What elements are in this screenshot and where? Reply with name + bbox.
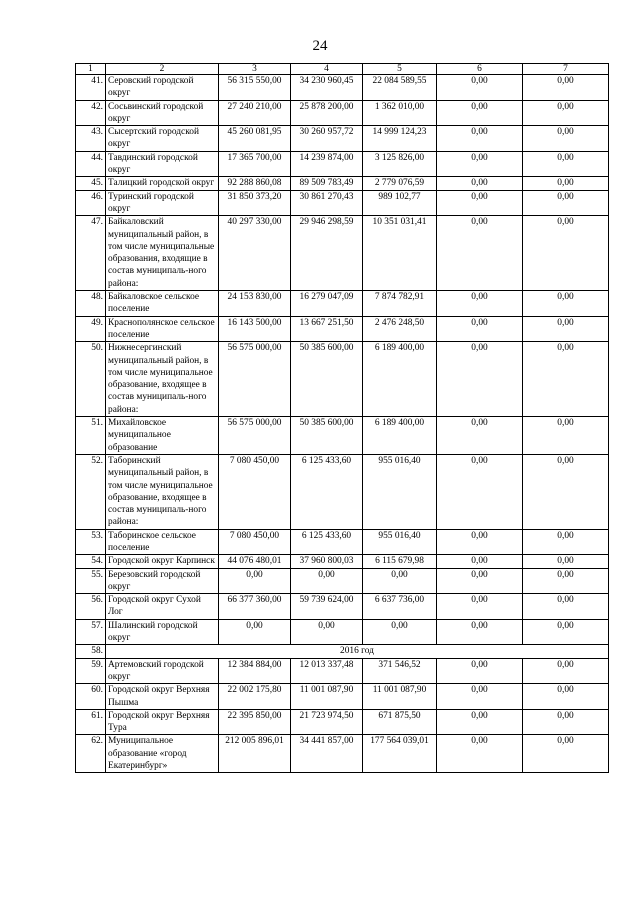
value-cell-col5: 371 546,52 [363,658,437,684]
table-row [76,594,609,620]
value-cell-col3: 12 384 884,00 [219,658,291,684]
value-cell-col4: 50 385 600,00 [291,417,363,455]
value-cell-col7: 0,00 [523,126,609,152]
value-cell-col6: 0,00 [437,555,523,568]
municipality-name-cell: Городской округ Сухой Лог [106,594,219,620]
value-cell-col3: 22 002 175,80 [219,684,291,710]
table-row [76,100,609,126]
table-row [76,151,609,177]
table-row [76,529,609,555]
municipality-name-cell: Краснополянское сельское поселение [106,316,219,342]
municipality-name-cell: Муниципальное образование «город Екатеринбург» [106,735,219,773]
value-cell-col7: 0,00 [523,568,609,594]
value-cell-col4: 12 013 337,48 [291,658,363,684]
row-number-cell: 55. [76,568,106,594]
table-row [76,568,609,594]
data-table [75,63,609,773]
municipality-name-cell: Артемовский городской округ [106,658,219,684]
value-cell-col6: 0,00 [437,619,523,645]
value-cell-col3: 45 260 081,95 [219,126,291,152]
table-row [76,454,609,529]
value-cell-col5: 6 115 679,98 [363,555,437,568]
table-row [76,645,609,658]
value-cell-col7: 0,00 [523,316,609,342]
municipality-name-cell: Сысертский городской округ [106,126,219,152]
header-cell: 4 [291,64,363,75]
row-number-cell: 53. [76,529,106,555]
value-cell-col7: 0,00 [523,529,609,555]
table-row [76,190,609,216]
value-cell-col4: 6 125 433,60 [291,454,363,529]
value-cell-col4: 89 509 783,49 [291,177,363,190]
value-cell-col6: 0,00 [437,216,523,291]
table-row [76,684,609,710]
value-cell-col3: 31 850 373,20 [219,190,291,216]
municipality-name-cell: Сосьвинский городской округ [106,100,219,126]
value-cell-col6: 0,00 [437,190,523,216]
value-cell-col3: 40 297 330,00 [219,216,291,291]
table-row [76,735,609,773]
value-cell-col5: 955 016,40 [363,529,437,555]
value-cell-col5: 11 001 087,90 [363,684,437,710]
value-cell-col6: 0,00 [437,100,523,126]
row-number-cell: 52. [76,454,106,529]
value-cell-col4: 13 667 251,50 [291,316,363,342]
header-row [76,64,609,75]
value-cell-col5: 2 779 076,59 [363,177,437,190]
table-row [76,126,609,152]
header-cell: 2 [106,64,219,75]
value-cell-col4: 21 723 974,50 [291,709,363,735]
value-cell-col6: 0,00 [437,151,523,177]
value-cell-col4: 16 279 047,09 [291,291,363,317]
value-cell-col3: 7 080 450,00 [219,454,291,529]
municipality-name-cell: Байкаловское сельское поселение [106,291,219,317]
value-cell-col5: 14 999 124,23 [363,126,437,152]
value-cell-col7: 0,00 [523,619,609,645]
value-cell-col7: 0,00 [523,684,609,710]
row-number-cell: 49. [76,316,106,342]
value-cell-col7: 0,00 [523,75,609,101]
value-cell-col4: 30 260 957,72 [291,126,363,152]
value-cell-col6: 0,00 [437,594,523,620]
value-cell-col4: 14 239 874,00 [291,151,363,177]
value-cell-col6: 0,00 [437,658,523,684]
value-cell-col4: 30 861 270,43 [291,190,363,216]
row-number-cell: 56. [76,594,106,620]
table-row [76,555,609,568]
value-cell-col3: 7 080 450,00 [219,529,291,555]
value-cell-col6: 0,00 [437,568,523,594]
value-cell-col4: 6 125 433,60 [291,529,363,555]
row-number-cell: 57. [76,619,106,645]
value-cell-col5: 0,00 [363,568,437,594]
municipality-name-cell: Березовский городской округ [106,568,219,594]
value-cell-col6: 0,00 [437,684,523,710]
value-cell-col6: 0,00 [437,709,523,735]
value-cell-col5: 6 189 400,00 [363,417,437,455]
municipality-name-cell: Талицкий городской округ [106,177,219,190]
value-cell-col6: 0,00 [437,177,523,190]
value-cell-col5: 0,00 [363,619,437,645]
value-cell-col6: 0,00 [437,126,523,152]
value-cell-col6: 0,00 [437,735,523,773]
table-row [76,709,609,735]
municipality-name-cell: Михайловское муниципальное образование [106,417,219,455]
value-cell-col5: 6 189 400,00 [363,342,437,417]
value-cell-col7: 0,00 [523,417,609,455]
value-cell-col3: 24 153 830,00 [219,291,291,317]
row-number-cell: 62. [76,735,106,773]
row-number-cell: 47. [76,216,106,291]
table-row [76,75,609,101]
value-cell-col7: 0,00 [523,555,609,568]
row-number-cell: 48. [76,291,106,317]
value-cell-col5: 7 874 782,91 [363,291,437,317]
value-cell-col4: 25 878 200,00 [291,100,363,126]
value-cell-col6: 0,00 [437,417,523,455]
row-number-cell: 46. [76,190,106,216]
table-body [76,75,609,773]
value-cell-col5: 10 351 031,41 [363,216,437,291]
row-number-cell: 51. [76,417,106,455]
value-cell-col3: 92 288 860,08 [219,177,291,190]
value-cell-col4: 11 001 087,90 [291,684,363,710]
year-cell: 2016 год [106,645,609,658]
value-cell-col3: 17 365 700,00 [219,151,291,177]
row-number-cell: 50. [76,342,106,417]
row-number-cell: 60. [76,684,106,710]
value-cell-col7: 0,00 [523,100,609,126]
value-cell-col3: 0,00 [219,619,291,645]
value-cell-col7: 0,00 [523,594,609,620]
municipality-name-cell: Городской округ Верхняя Пышма [106,684,219,710]
municipality-name-cell: Городской округ Верхняя Тура [106,709,219,735]
value-cell-col3: 56 315 550,00 [219,75,291,101]
value-cell-col3: 27 240 210,00 [219,100,291,126]
table-row [76,216,609,291]
table-row [76,316,609,342]
value-cell-col4: 0,00 [291,619,363,645]
municipality-name-cell: Нижнесергинский муниципальный район, в том числе муниципальное образование, входящее в состав муниципаль-ного района: [106,342,219,417]
value-cell-col5: 6 637 736,00 [363,594,437,620]
value-cell-col4: 29 946 298,59 [291,216,363,291]
value-cell-col3: 66 377 360,00 [219,594,291,620]
table-row [76,291,609,317]
municipality-name-cell: Туринский городской округ [106,190,219,216]
page-number: 24 [312,38,328,54]
value-cell-col4: 34 230 960,45 [291,75,363,101]
value-cell-col5: 22 084 589,55 [363,75,437,101]
value-cell-col7: 0,00 [523,658,609,684]
table-row [76,417,609,455]
value-cell-col3: 16 143 500,00 [219,316,291,342]
row-number-cell: 59. [76,658,106,684]
row-number-cell: 41. [76,75,106,101]
value-cell-col3: 212 005 896,01 [219,735,291,773]
municipality-name-cell: Тавдинский городской округ [106,151,219,177]
value-cell-col6: 0,00 [437,75,523,101]
value-cell-col4: 37 960 800,03 [291,555,363,568]
municipality-name-cell: Городской округ Карпинск [106,555,219,568]
value-cell-col7: 0,00 [523,735,609,773]
row-number-cell: 61. [76,709,106,735]
value-cell-col3: 56 575 000,00 [219,342,291,417]
header-cell: 7 [523,64,609,75]
value-cell-col3: 56 575 000,00 [219,417,291,455]
value-cell-col6: 0,00 [437,316,523,342]
municipality-name-cell: Таборинское сельское поселение [106,529,219,555]
value-cell-col7: 0,00 [523,190,609,216]
value-cell-col6: 0,00 [437,342,523,417]
header-cell: 1 [76,64,106,75]
value-cell-col3: 0,00 [219,568,291,594]
value-cell-col6: 0,00 [437,291,523,317]
value-cell-col5: 1 362 010,00 [363,100,437,126]
value-cell-col5: 2 476 248,50 [363,316,437,342]
value-cell-col7: 0,00 [523,216,609,291]
municipality-name-cell: Таборинский муниципальный район, в том числе муниципальное образование, входящее в состав муниципаль-ного района: [106,454,219,529]
value-cell-col7: 0,00 [523,709,609,735]
value-cell-col4: 34 441 857,00 [291,735,363,773]
value-cell-col5: 3 125 826,00 [363,151,437,177]
value-cell-col7: 0,00 [523,291,609,317]
value-cell-col6: 0,00 [437,454,523,529]
municipality-name-cell: Серовский городской округ [106,75,219,101]
row-number-cell: 44. [76,151,106,177]
value-cell-col6: 0,00 [437,529,523,555]
header-cell: 3 [219,64,291,75]
row-number-cell: 58. [76,645,106,658]
header-cell: 5 [363,64,437,75]
row-number-cell: 43. [76,126,106,152]
value-cell-col5: 671 875,50 [363,709,437,735]
value-cell-col5: 989 102,77 [363,190,437,216]
table-row [76,342,609,417]
table-row [76,658,609,684]
value-cell-col4: 50 385 600,00 [291,342,363,417]
row-number-cell: 54. [76,555,106,568]
header-cell: 6 [437,64,523,75]
table-row [76,177,609,190]
municipality-name-cell: Байкаловский муниципальный район, в том числе муниципальные образования, входящие в состав муниципаль-ного района: [106,216,219,291]
value-cell-col3: 22 395 850,00 [219,709,291,735]
table-row [76,619,609,645]
municipality-name-cell: Шалинский городской округ [106,619,219,645]
row-number-cell: 42. [76,100,106,126]
value-cell-col7: 0,00 [523,342,609,417]
value-cell-col4: 59 739 624,00 [291,594,363,620]
value-cell-col7: 0,00 [523,177,609,190]
value-cell-col7: 0,00 [523,454,609,529]
value-cell-col3: 44 076 480,01 [219,555,291,568]
value-cell-col5: 177 564 039,01 [363,735,437,773]
value-cell-col4: 0,00 [291,568,363,594]
row-number-cell: 45. [76,177,106,190]
value-cell-col5: 955 016,40 [363,454,437,529]
value-cell-col7: 0,00 [523,151,609,177]
